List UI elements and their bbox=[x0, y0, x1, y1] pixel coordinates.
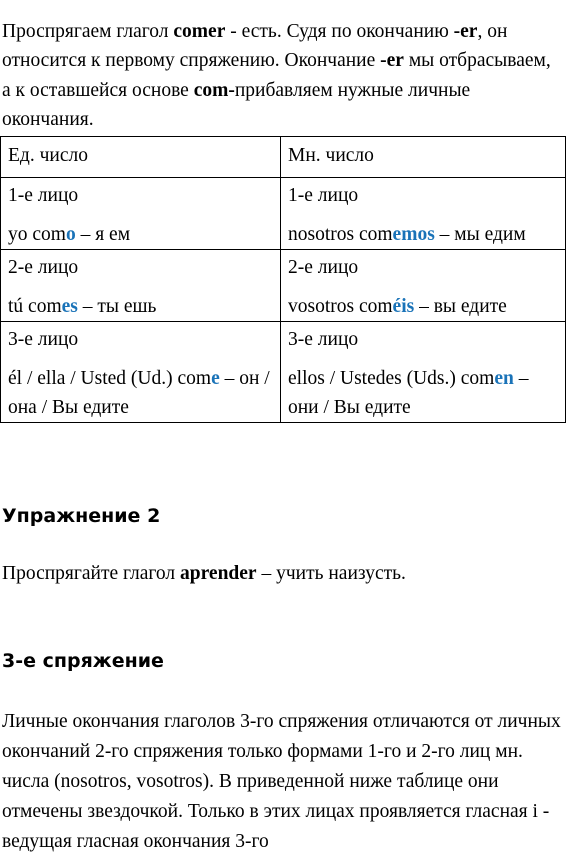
person-label: 1-е лицо bbox=[288, 185, 359, 206]
header-singular: Ед. число bbox=[1, 137, 281, 178]
table-header-row bbox=[1, 137, 566, 178]
table-row bbox=[1, 322, 566, 423]
intro-ending: -er bbox=[380, 50, 404, 71]
exercise-verb: aprender bbox=[180, 563, 257, 584]
person-label: 1-е лицо bbox=[8, 185, 79, 206]
section-paragraph: Личные окончания глаголов 3-го спряжения отличаются от личных окончаний 2-го спряжения только формами 1-го и 2-го лиц мн. числа (nosotros, vosotros). В приведенной ниже таблице они отмечены звездочкой. Только в этих лицах проявляется гласная i - ведущая гласная окончания 3-го bbox=[2, 711, 561, 852]
table-cell-plural bbox=[281, 178, 566, 250]
conjugation-form: vosotros coméis – вы едите bbox=[288, 296, 507, 317]
person-label: 3-е лицо bbox=[8, 329, 79, 350]
verb-ending: o bbox=[65, 224, 76, 245]
section-heading: 3-е спряжение bbox=[2, 650, 164, 672]
conjugation-form: él / ella / Usted (Ud.) come – он / она / Вы едите bbox=[8, 368, 270, 418]
intro-paragraph bbox=[2, 17, 564, 135]
intro-text: - есть. Судя по окончанию bbox=[225, 20, 454, 42]
conjugation-form: yo como – я ем bbox=[8, 224, 131, 245]
table-cell-singular bbox=[1, 322, 281, 423]
intro-text: прибавляем нужные личные окончания. bbox=[2, 79, 471, 130]
table-cell-plural bbox=[281, 250, 566, 322]
verb-ending: éis bbox=[392, 296, 415, 317]
table-cell-plural bbox=[281, 322, 566, 423]
intro-stem: com- bbox=[193, 79, 235, 101]
intro-verb: comer bbox=[173, 20, 226, 42]
table-cell-singular bbox=[1, 178, 281, 250]
verb-ending: emos bbox=[392, 224, 435, 245]
conjugation-form: tú comes – ты ешь bbox=[8, 296, 157, 317]
table-row bbox=[1, 250, 566, 322]
table-cell-singular bbox=[1, 250, 281, 322]
conjugation-form: nosotros comemos – мы едим bbox=[288, 224, 526, 245]
person-label: 2-е лицо bbox=[288, 257, 359, 278]
table-row bbox=[1, 178, 566, 250]
intro-ending: -er bbox=[453, 20, 478, 42]
conjugation-form: ellos / Ustedes (Uds.) comen – они / Вы едите bbox=[288, 368, 529, 418]
verb-ending: e bbox=[211, 368, 220, 389]
intro-text: , он относится к первому спряжению. Окончание bbox=[2, 20, 508, 71]
intro-text: Проспрягаем глагол bbox=[2, 20, 174, 42]
exercise-heading: Упражнение 2 bbox=[2, 505, 161, 527]
header-plural: Мн. число bbox=[281, 137, 566, 178]
verb-ending: es bbox=[61, 296, 78, 317]
person-label: 3-е лицо bbox=[288, 329, 359, 350]
intro-text: мы отбрасываем, а к оставшейся основе bbox=[2, 50, 551, 101]
person-label: 2-е лицо bbox=[8, 257, 79, 278]
verb-ending: en bbox=[494, 368, 514, 389]
conjugation-table bbox=[0, 136, 566, 423]
exercise-text: Проспрягайте глагол aprender – учить наизусть. bbox=[2, 563, 406, 584]
